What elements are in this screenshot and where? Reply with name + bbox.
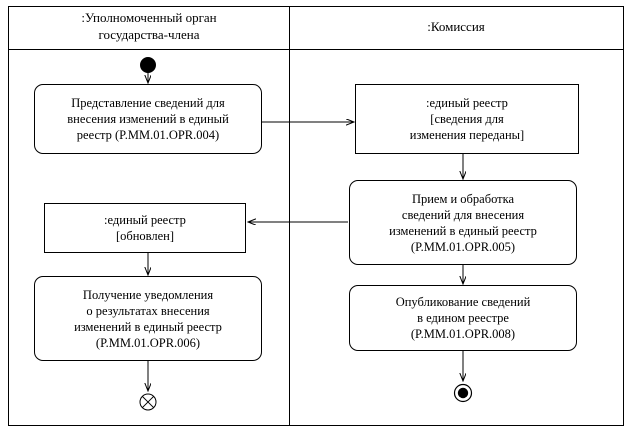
action-poluchenie-line3: изменений в единый реестр	[74, 319, 222, 334]
swimlane-title-commission	[295, 18, 617, 35]
swimlane-header-divider	[8, 49, 624, 50]
action-priem-line4: (P.MM.01.OPR.005)	[410, 239, 516, 254]
action-poluchenie-line2: о результатах внесения	[86, 303, 210, 318]
action-predstavlenie-line2: внесения изменений в единый	[67, 112, 229, 126]
action-node-predstavlenie[interactable]	[34, 84, 262, 154]
action-poluchenie-line1: Получение уведомления	[82, 287, 214, 302]
action-predstavlenie-line1: Представление сведений для	[71, 96, 225, 110]
object-peredany-line3: изменения переданы]	[409, 128, 525, 142]
object-obnovlen-line2: [обновлен]	[115, 229, 175, 243]
swimlane-title-authority	[14, 9, 284, 43]
swimlane-title-commission-line1: :Комиссия	[427, 19, 485, 34]
object-peredany-line1: :единый реестр	[426, 96, 508, 110]
swimlane-title-authority-line1: :Уполномоченный орган	[81, 10, 217, 25]
swimlane-title-authority-line2: государства-члена	[98, 27, 200, 42]
action-poluchenie-line4: (P.MM.01.OPR.006)	[95, 335, 201, 350]
action-priem-line2: сведений для внесения	[401, 207, 525, 222]
action-node-priem[interactable]	[349, 180, 577, 265]
action-opublikovanie-line1: Опубликование сведений	[395, 295, 531, 309]
object-node-edinyi-reestr-obnovlen[interactable]	[44, 203, 246, 253]
action-opublikovanie-line2: в едином реестре	[417, 311, 509, 325]
swimlane-vertical-divider	[289, 6, 290, 426]
action-predstavlenie-line3: реестр (P.MM.01.OPR.004)	[76, 128, 220, 142]
action-priem-line3: изменений в единый реестр	[389, 223, 537, 238]
action-opublikovanie-line3: (P.MM.01.OPR.008)	[410, 327, 516, 341]
action-priem-line1: Прием и обработка	[411, 191, 515, 206]
object-obnovlen-line1: :единый реестр	[104, 213, 186, 227]
action-node-opublikovanie[interactable]	[349, 285, 577, 351]
action-node-poluchenie[interactable]	[34, 276, 262, 361]
object-node-edinyi-reestr-peredany[interactable]	[355, 84, 579, 154]
object-peredany-line2: [сведения для	[430, 112, 504, 126]
